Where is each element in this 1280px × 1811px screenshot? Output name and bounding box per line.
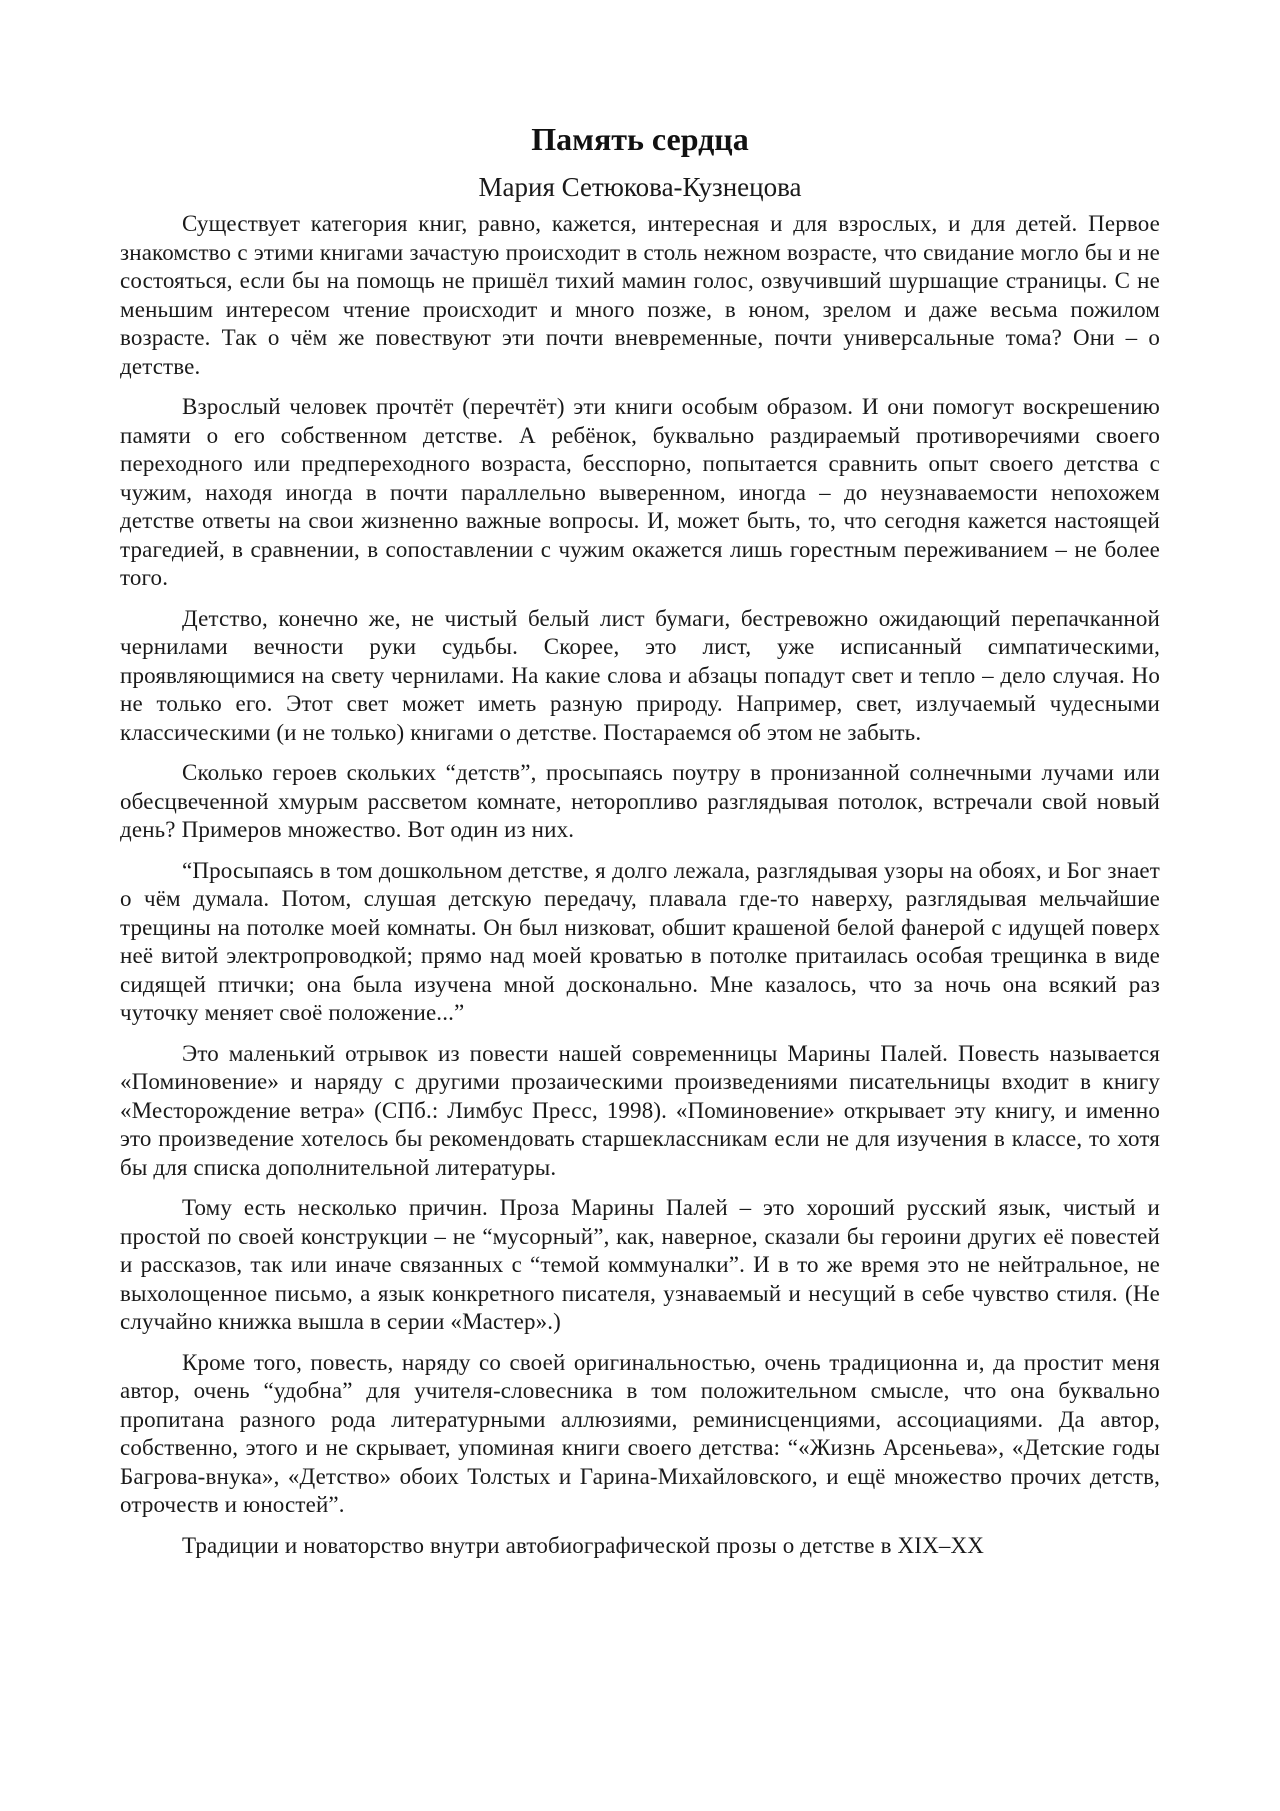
paragraph-3: Детство, конечно же, не чистый белый лист бумаги, бестревожно ожидающий перепачканной чернилами вечности руки судьбы. Скорее, это лист, уже исписанный симпатическими, проявляющимися на свету чернилами. На какие слова и абзацы попадут свет и тепло – дело случая. Но не только его. Этот свет может иметь разную природу. Например, свет, излучаемый чудесными классическими (и не только) книгами о детстве. Постараемся об этом не забыть. — [120, 605, 1160, 745]
paragraph-8: Кроме того, повесть, наряду со своей оригинальностью, очень традиционна и, да простит меня автор, очень “удобна” для учителя-словесника в том положительном смысле, что она буквально пропитана разного рода литературными аллюзиями, реминисценциями, ассоциациями. Да автор, собственно, этого и не скрывает, упоминая книги своего детства: “«Жизнь Арсеньева», «Детские годы Багрова-внука», «Детство» обоих Толстых и Гарина-Михайловского, и ещё множество прочих детств, отрочеств и юностей”. — [120, 1349, 1160, 1517]
article-title: Память сердца — [531, 121, 749, 157]
paragraph-6: Это маленький отрывок из повести нашей современницы Марины Палей. Повесть называется «Поминовение» и наряду с другими прозаическими произведениями писательницы входит в книгу «Месторождение ветра» (СПб.: Лимбус Пресс, 1998). «Поминовение» открывает эту книгу, и именно это произведение хотелось бы рекомендовать старшеклассникам если не для изучения в классе, то хотя бы для списка дополнительной литературы. — [120, 1040, 1160, 1180]
paragraph-5-quote: “Просыпаясь в том дошкольном детстве, я долго лежала, разглядывая узоры на обоях, и Бог знает о чём думала. Потом, слушая детскую передачу, плавала где-то наверху, разглядывая мельчайшие трещины на потолке моей комнаты. Он был низковат, обшит крашеной белой фанерой с идущей поверх неё витой электропроводкой; прямо над моей кроватью в потолке притаилась особая трещинка в виде сидящей птички; она была изучена мной досконально. Мне казалось, что за ночь она всякий раз чуточку меняет своё положение...” — [120, 857, 1160, 1025]
paragraph-2: Взрослый человек прочтёт (перечтёт) эти книги особым образом. И они помогут воскрешению памяти о его собственном детстве. А ребёнок, буквально раздираемый противоречиями своего переходного или предпереходного возраста, бесспорно, попытается сравнить опыт своего детства с чужим, находя иногда в почти параллельно выверенном, иногда – до неузнаваемости непохожем детстве ответы на свои жизненно важные вопросы. И, может быть, то, что сегодня кажется настоящей трагедией, в сравнении, в сопоставлении с чужим окажется лишь горестным переживанием – не более того. — [120, 394, 1160, 590]
paragraph-9-partial: Традиции и новаторство внутри автобиографической прозы о детстве в XIX–XX — [182, 1532, 985, 1558]
paragraph-1: Существует категория книг, равно, кажется, интересная и для взрослых, и для детей. Первое знакомство с этими книгами зачастую происходит в столь нежном возрасте, что свидание могло бы и не состояться, если бы на помощь не пришёл тихий мамин голос, озвучивший шуршащие страницы. С не меньшим интересом чтение происходит и много позже, в юном, зрелом и даже весьма пожилом возрасте. Так о чём же повествуют эти почти вневременные, почти универсальные тома? Они – о детстве. — [120, 211, 1160, 379]
article-body — [120, 118, 1160, 1560]
paragraph-7: Тому есть несколько причин. Проза Марины Палей – это хороший русский язык, чистый и простой по своей конструкции – не “мусорный”, как, наверное, сказали бы героини других её повестей и рассказов, так или иначе связанных с “темой коммуналки”. И в то же время это не нейтральное, не выхолощенное письмо, а язык конкретного писателя, узнаваемый и несущий в себе чувство стиля. (Не случайно книжка вышла в серии «Мастер».) — [120, 1195, 1160, 1334]
paragraph-4: Сколько героев скольких “детств”, просыпаясь поутру в пронизанной солнечными лучами или обесцвеченной хмурым рассветом комнате, неторопливо разглядывая потолок, встречали свой новый день? Примеров множество. Вот один из них. — [120, 760, 1160, 842]
article-author: Мария Сетюкова-Кузнецова — [478, 172, 802, 202]
